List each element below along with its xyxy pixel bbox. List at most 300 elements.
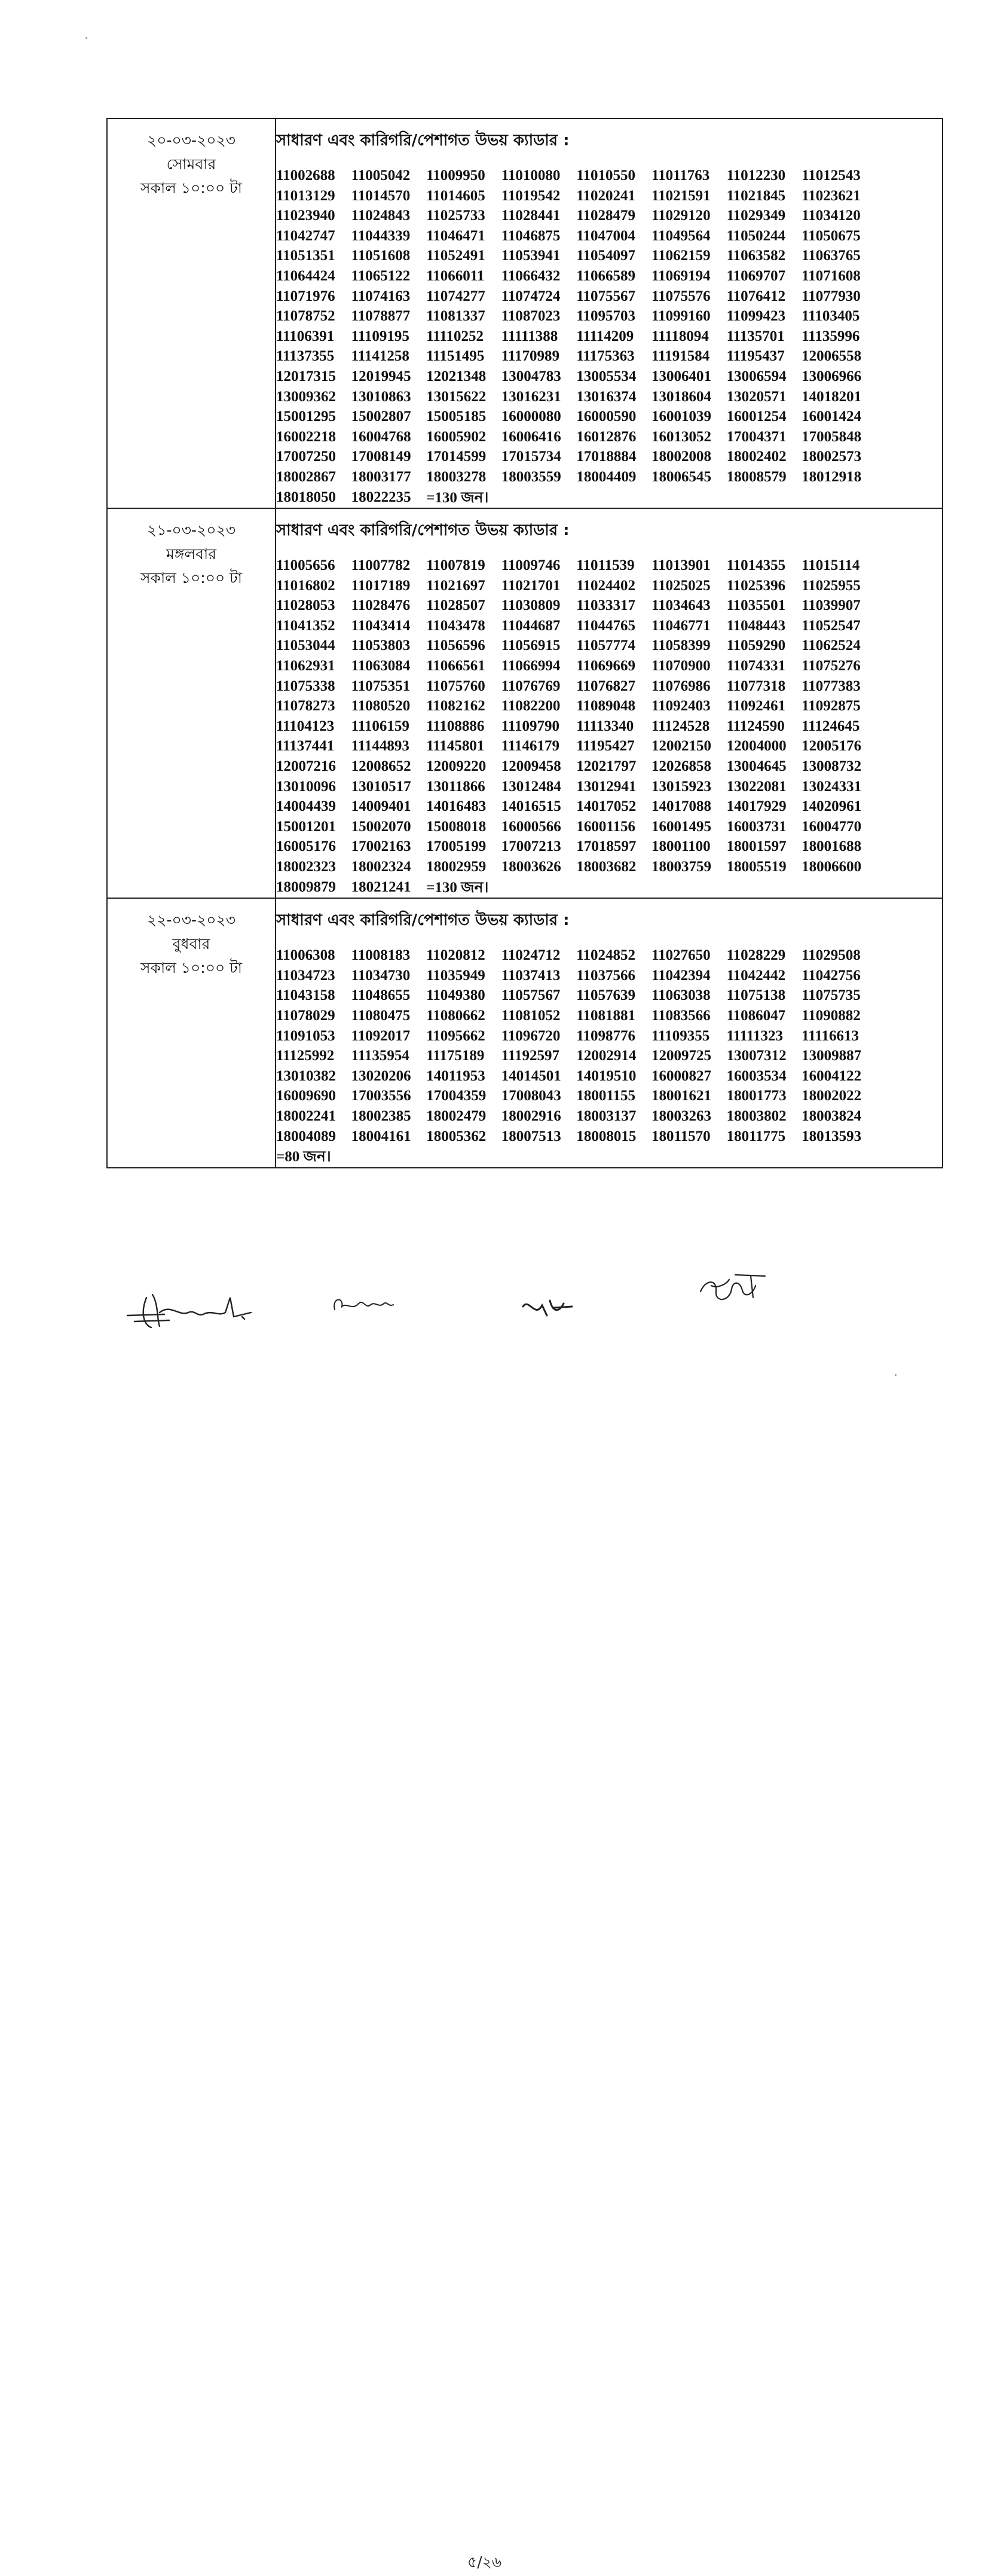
roll-number: 11025396 [726, 577, 786, 594]
roll-number: 18018050 [276, 489, 336, 505]
roll-number: 17002163 [351, 838, 411, 855]
roll-number: 11195437 [726, 348, 785, 365]
roll-row [276, 346, 942, 367]
page-mark: ৫/২৬ [467, 2553, 502, 2571]
roll-number: 11074277 [426, 288, 485, 304]
total-count: =130 [426, 879, 457, 896]
roll-number: 11062524 [802, 637, 861, 654]
roll-number: 11016802 [276, 577, 335, 594]
roll-number: 17014599 [426, 448, 487, 465]
roll-number: 12021348 [426, 368, 487, 384]
roll-number: 11087023 [501, 308, 561, 325]
roll-number: 11021591 [651, 187, 711, 204]
roll-number: 13022081 [726, 778, 787, 795]
total-unit: জন। [461, 488, 489, 506]
roll-number: 12009458 [501, 758, 561, 775]
roll-number: 11170989 [501, 348, 560, 365]
roll-list-cell [276, 118, 943, 508]
roll-number: 12008652 [351, 758, 411, 775]
roll-number: 18001597 [726, 838, 787, 855]
roll-number: 11059290 [726, 637, 786, 654]
roll-number: 11015114 [802, 557, 860, 574]
roll-number: 11009746 [501, 557, 561, 574]
roll-number: 18002867 [276, 468, 336, 485]
roll-number: 16001156 [576, 818, 635, 835]
roll-number: 11046771 [651, 617, 711, 634]
roll-number: 11113340 [576, 718, 634, 734]
roll-row [276, 966, 942, 986]
roll-number: 11099423 [726, 308, 786, 325]
roll-number: 18004089 [276, 1128, 336, 1144]
roll-number: 18003759 [651, 859, 711, 875]
roll-number: 16013052 [651, 428, 711, 445]
total-unit: জন। [303, 1147, 331, 1165]
roll-number: 18011775 [726, 1128, 786, 1144]
roll-number: 11020241 [576, 187, 635, 204]
roll-number: 11034643 [651, 597, 711, 614]
roll-number: 11146179 [501, 738, 560, 755]
roll-number: 17015734 [501, 448, 561, 465]
roll-number: 11056915 [501, 637, 561, 654]
roll-row [276, 306, 942, 326]
roll-number-list [276, 556, 942, 898]
candidate-total [276, 1146, 351, 1167]
roll-number: 17003556 [351, 1088, 411, 1104]
roll-number: 13010517 [351, 778, 411, 795]
roll-number: 11118094 [651, 328, 709, 344]
roll-row [276, 246, 942, 266]
roll-number: 11013901 [651, 557, 711, 574]
roll-row [276, 777, 942, 797]
roll-row [276, 616, 942, 636]
roll-number: 11025955 [802, 577, 861, 594]
total-count: =80 [276, 1149, 300, 1165]
roll-number: 11041352 [276, 617, 335, 634]
roll-number: 13004645 [726, 758, 787, 775]
roll-number: 11124645 [802, 718, 860, 734]
roll-number: 11066589 [576, 267, 635, 284]
roll-number: 14019510 [576, 1067, 637, 1084]
roll-number: 11029349 [726, 207, 786, 224]
roll-row [276, 286, 942, 307]
roll-number: 18001773 [726, 1088, 787, 1104]
roll-number: 13018604 [651, 388, 711, 405]
roll-row [276, 166, 942, 186]
roll-number: 11028053 [276, 597, 335, 614]
roll-number: 11054097 [576, 248, 635, 264]
roll-number: 11145801 [426, 738, 485, 755]
roll-number: 11023940 [276, 207, 335, 224]
roll-number: 17018884 [576, 448, 637, 465]
roll-number: 13006594 [726, 368, 787, 384]
cadre-heading: সাধারণ এবং কারিগরি/পেশাগত উভয় ক্যাডার : [276, 911, 570, 930]
roll-number: 17005848 [802, 428, 862, 445]
roll-number: 18003278 [426, 468, 487, 485]
roll-number: 13010096 [276, 778, 336, 795]
roll-number: 17018597 [576, 838, 637, 855]
session-day: বুধবার [172, 935, 210, 953]
roll-number: 11008183 [351, 947, 411, 964]
roll-row [276, 877, 942, 898]
roll-number: 11195427 [576, 738, 635, 755]
roll-number: 11051351 [276, 248, 335, 264]
roll-number: 18022235 [351, 489, 411, 505]
roll-number: 11057567 [501, 987, 561, 1004]
roll-number: 17008043 [501, 1088, 561, 1104]
roll-row [276, 756, 942, 777]
roll-number: 18002008 [651, 448, 711, 465]
roll-row [276, 1146, 942, 1167]
roll-number: 11078752 [276, 308, 335, 325]
roll-number: 13015622 [426, 388, 487, 405]
roll-number: 12026858 [651, 758, 711, 775]
roll-number: 11075138 [726, 987, 786, 1004]
roll-number: 14017929 [726, 798, 787, 815]
roll-number: 11137441 [276, 738, 335, 755]
roll-row [276, 206, 942, 226]
roll-number: 11019542 [501, 187, 561, 204]
roll-number: 13020206 [351, 1067, 411, 1084]
candidate-total [426, 487, 501, 508]
roll-row [276, 1006, 942, 1026]
roll-number: 18002573 [802, 448, 862, 465]
roll-number: 18003802 [726, 1107, 787, 1124]
roll-number: 14014501 [501, 1067, 561, 1084]
session-day: সোমবার [166, 155, 216, 173]
roll-number: 16006416 [501, 428, 561, 445]
roll-number: 16001495 [651, 818, 711, 835]
session-row [107, 508, 943, 898]
roll-number: 14020961 [802, 798, 862, 815]
exam-schedule-table [106, 118, 943, 1168]
roll-number: 17007250 [276, 448, 336, 465]
roll-row [276, 576, 942, 596]
roll-number: 18001100 [651, 838, 711, 855]
date-cell [107, 508, 276, 898]
scan-speck [895, 1374, 897, 1376]
roll-number: 15002807 [351, 408, 411, 425]
roll-number: 11080520 [351, 698, 411, 715]
roll-number: 18006545 [651, 468, 711, 485]
roll-number: 11066994 [501, 658, 561, 674]
roll-number: 11011539 [576, 557, 635, 574]
roll-number: 13007312 [726, 1048, 787, 1064]
signature-footer [0, 1268, 988, 2571]
roll-number: 11050244 [726, 227, 786, 244]
roll-number: 18002385 [351, 1107, 411, 1124]
roll-number: 11034120 [802, 207, 861, 224]
roll-number: 18002402 [726, 448, 787, 465]
roll-number: 18013593 [802, 1128, 862, 1144]
session-date: ২২-০৩-২০২৩ [146, 911, 236, 929]
roll-number: 16003731 [726, 818, 787, 835]
date-cell [107, 118, 276, 508]
roll-number: 11074163 [351, 288, 411, 304]
session-time: সকাল ১০:০০ টা [140, 569, 243, 587]
roll-number: 16003534 [726, 1067, 787, 1084]
roll-number: 15008018 [426, 818, 487, 835]
handwritten-signature [123, 1280, 266, 1336]
roll-row [276, 736, 942, 756]
roll-row [276, 467, 942, 487]
roll-list-cell [276, 508, 943, 898]
roll-number: 11025025 [651, 577, 711, 594]
roll-row [276, 636, 942, 656]
roll-number: 11048655 [351, 987, 411, 1004]
roll-row [276, 447, 942, 467]
roll-number: 18002323 [276, 859, 336, 875]
roll-number: 12006558 [802, 348, 862, 365]
roll-number: 18005519 [726, 859, 787, 875]
roll-number: 16000590 [576, 408, 637, 425]
roll-number: 16002218 [276, 428, 336, 445]
roll-number: 11074331 [726, 658, 786, 674]
roll-number: 15001201 [276, 818, 336, 835]
roll-number: 13006966 [802, 368, 862, 384]
roll-number: 11048443 [726, 617, 786, 634]
roll-number: 11063084 [351, 658, 411, 674]
roll-number: 17005199 [426, 838, 487, 855]
roll-number: 18001688 [802, 838, 862, 855]
roll-number: 18003137 [576, 1107, 637, 1124]
roll-number: 11191584 [651, 348, 710, 365]
roll-row [276, 487, 942, 508]
roll-number: 12021797 [576, 758, 637, 775]
roll-row [276, 817, 942, 837]
roll-number: 11103405 [802, 308, 860, 325]
roll-number: 11089048 [576, 698, 635, 715]
roll-number: 11076769 [501, 677, 561, 694]
roll-number: 18003263 [651, 1107, 711, 1124]
roll-number: 14004439 [276, 798, 336, 815]
roll-number: 11029508 [802, 947, 861, 964]
roll-number: 11021845 [726, 187, 786, 204]
roll-row [276, 1026, 942, 1046]
roll-number: 11007782 [351, 557, 411, 574]
session-row [107, 118, 943, 508]
roll-number: 11046875 [501, 227, 561, 244]
roll-number: 18003559 [501, 468, 561, 485]
roll-number: 11024852 [576, 947, 635, 964]
roll-number: 11090882 [802, 1007, 861, 1024]
roll-number: 11096720 [501, 1027, 561, 1044]
roll-number: 11035501 [726, 597, 786, 614]
roll-number: 11051608 [351, 248, 411, 264]
roll-number: 11108886 [426, 718, 485, 734]
roll-number: 18005362 [426, 1128, 487, 1144]
roll-number: 13015923 [651, 778, 711, 795]
roll-row [276, 1066, 942, 1086]
roll-number: 11092403 [651, 698, 711, 715]
roll-row [276, 367, 942, 387]
roll-number: 11077318 [726, 677, 786, 694]
roll-number: 11006308 [276, 947, 335, 964]
roll-number: 18021241 [351, 878, 411, 895]
roll-row [276, 407, 942, 427]
session-day: মঙ্গলবার [166, 545, 216, 563]
roll-number: 11014355 [726, 557, 786, 574]
roll-number: 14016515 [501, 798, 561, 815]
roll-number: 11066011 [426, 267, 485, 284]
roll-number: 11030809 [501, 597, 561, 614]
roll-number: 11080475 [351, 1007, 411, 1024]
roll-row [276, 696, 942, 716]
roll-number: 11092875 [802, 698, 861, 715]
roll-number: 11024712 [501, 947, 561, 964]
roll-row [276, 326, 942, 347]
roll-number: 11005042 [351, 167, 411, 184]
roll-number: 11075760 [426, 677, 485, 694]
roll-number: 18003626 [501, 859, 561, 875]
roll-number: 11049564 [651, 227, 711, 244]
candidate-total [426, 877, 501, 898]
roll-number: 11111323 [726, 1027, 784, 1044]
roll-number: 11071608 [802, 267, 861, 284]
roll-number: 13009362 [276, 388, 336, 405]
roll-number: 11010550 [576, 167, 635, 184]
roll-number: 13009887 [802, 1048, 862, 1064]
roll-number: 11080662 [426, 1007, 485, 1024]
roll-number-list [276, 166, 942, 508]
roll-number: 11124590 [726, 718, 785, 734]
roll-number: 11062159 [651, 248, 711, 264]
roll-number: 18003682 [576, 859, 637, 875]
roll-number: 11037413 [501, 967, 561, 984]
roll-number: 11135701 [726, 328, 785, 344]
roll-number: 12009725 [651, 1048, 711, 1064]
roll-number: 11053044 [276, 637, 335, 654]
roll-number: 16000080 [501, 408, 561, 425]
roll-number: 18003177 [351, 468, 411, 485]
roll-number: 11020812 [426, 947, 485, 964]
roll-row [276, 1127, 942, 1147]
roll-number: 11071976 [276, 288, 335, 304]
roll-number: 11175363 [576, 348, 635, 365]
roll-number: 11077930 [802, 288, 861, 304]
roll-number: 11005656 [276, 557, 335, 574]
scan-speck [85, 37, 87, 39]
roll-number: 11044339 [351, 227, 411, 244]
roll-row [276, 1046, 942, 1066]
roll-number: 11029120 [651, 207, 711, 224]
roll-number: 11013129 [276, 187, 335, 204]
roll-number: 11007819 [426, 557, 485, 574]
roll-row [276, 656, 942, 676]
roll-number: 11081337 [426, 308, 485, 325]
roll-number: 11012543 [802, 167, 861, 184]
roll-number: 11017189 [351, 577, 411, 594]
roll-number: 17004371 [726, 428, 787, 445]
roll-number: 18002324 [351, 859, 411, 875]
roll-number: 11076827 [576, 677, 635, 694]
roll-number: 11075338 [276, 677, 335, 694]
roll-number: 11083566 [651, 1007, 711, 1024]
roll-number: 11109195 [351, 328, 409, 344]
roll-number: 11078029 [276, 1007, 335, 1024]
roll-number: 14017052 [576, 798, 637, 815]
roll-row [276, 186, 942, 206]
roll-number: 16000827 [651, 1067, 711, 1084]
roll-number: 11002688 [276, 167, 335, 184]
roll-row [276, 266, 942, 286]
roll-number: 14018201 [802, 388, 862, 405]
roll-number: 11011763 [651, 167, 710, 184]
roll-number: 13012941 [576, 778, 637, 795]
roll-row [276, 857, 942, 877]
roll-number: 11086047 [726, 1007, 786, 1024]
roll-number: 11106391 [276, 328, 335, 344]
roll-number: 12002914 [576, 1048, 637, 1064]
roll-number: 11065122 [351, 267, 411, 284]
roll-number: 11043478 [426, 617, 485, 634]
roll-number: 11106159 [351, 718, 409, 734]
roll-number: 11095662 [426, 1027, 485, 1044]
roll-number: 18002959 [426, 859, 487, 875]
roll-number: 11043414 [351, 617, 411, 634]
roll-number: 11110252 [426, 328, 484, 344]
roll-number: 11063765 [802, 248, 861, 264]
roll-row [276, 945, 942, 966]
roll-number: 11082162 [426, 698, 485, 715]
roll-number: 16000566 [501, 818, 561, 835]
roll-number: 11069707 [726, 267, 786, 284]
roll-number: 11028507 [426, 597, 485, 614]
session-time: সকাল ১০:০০ টা [140, 959, 243, 977]
session-time: সকাল ১০:০০ টা [140, 179, 243, 197]
roll-number: 11095703 [576, 308, 635, 325]
handwritten-signature [329, 1286, 412, 1324]
roll-number: 15001295 [276, 408, 336, 425]
roll-number: 11021697 [426, 577, 485, 594]
roll-number: 13006401 [651, 368, 711, 384]
roll-number: 11078877 [351, 308, 411, 325]
cadre-heading: সাধারণ এবং কারিগরি/পেশাগত উভয় ক্যাডার : [276, 132, 570, 149]
roll-number: 12005176 [802, 738, 862, 755]
roll-number: 13004783 [501, 368, 561, 384]
roll-number: 11066432 [501, 267, 561, 284]
roll-number: 11075276 [802, 658, 861, 674]
roll-number: 18001621 [651, 1088, 711, 1104]
roll-number: 13024331 [802, 778, 862, 795]
roll-number: 11057774 [576, 637, 635, 654]
roll-number: 11028229 [726, 947, 786, 964]
roll-number: 13020571 [726, 388, 787, 405]
roll-number: 12019945 [351, 368, 411, 384]
roll-number: 11057639 [576, 987, 635, 1004]
roll-number: 11028476 [351, 597, 411, 614]
roll-number: 11014570 [351, 187, 411, 204]
roll-number: 11135954 [351, 1048, 409, 1064]
roll-number: 13008732 [802, 758, 862, 775]
roll-number: 11034723 [276, 967, 335, 984]
roll-number: 16004122 [802, 1067, 862, 1084]
roll-number: 16004770 [802, 818, 862, 835]
session-date: ২০-০৩-২০২৩ [146, 132, 236, 149]
roll-number: 11076412 [726, 288, 786, 304]
roll-number: 11114209 [576, 328, 634, 344]
roll-number: 11111388 [501, 328, 558, 344]
roll-number: 11050675 [802, 227, 861, 244]
roll-number: 11024402 [576, 577, 635, 594]
roll-number: 18003824 [802, 1107, 862, 1124]
roll-number: 11021701 [501, 577, 561, 594]
roll-number: 11049380 [426, 987, 485, 1004]
roll-row [276, 716, 942, 737]
roll-number: 14011953 [426, 1067, 485, 1084]
roll-number: 18002022 [802, 1088, 862, 1104]
roll-number: 17008149 [351, 448, 411, 465]
roll-number: 12002150 [651, 738, 711, 755]
